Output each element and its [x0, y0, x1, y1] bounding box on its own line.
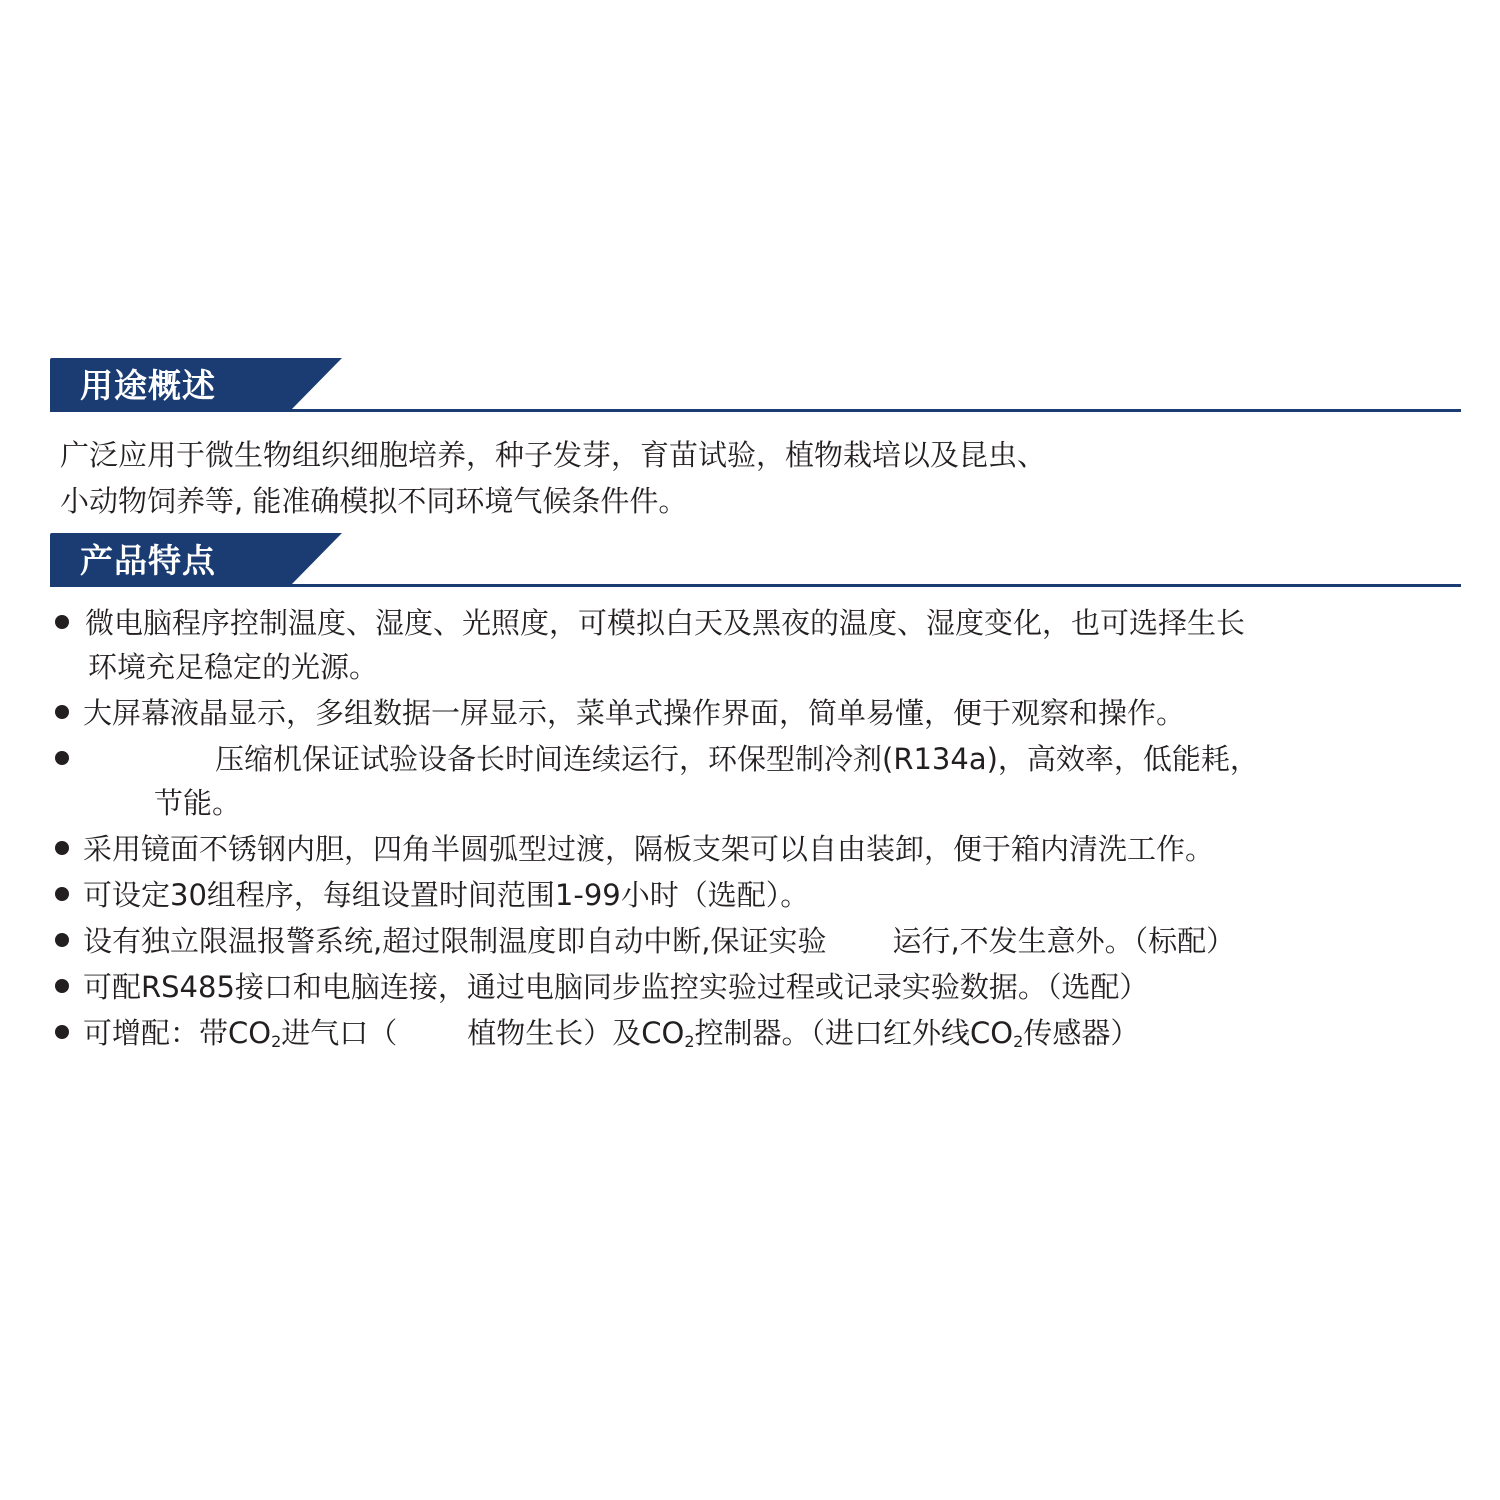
feature-text: 植物生长）及CO — [467, 1016, 685, 1050]
section-rule — [50, 409, 1461, 412]
features-section-header — [50, 533, 1461, 589]
feature-text: 可配RS485接口和电脑连接，通过电脑同步监控实验过程或记录实验数据。（选配） — [83, 970, 1149, 1004]
section-tab-slant — [290, 358, 342, 411]
bullet-icon — [55, 1025, 69, 1039]
feature-item — [55, 601, 1475, 689]
feature-text-row — [55, 737, 1475, 781]
bullet-icon — [55, 979, 69, 993]
bullet-icon — [55, 841, 69, 855]
feature-item — [55, 691, 1475, 735]
feature-text-continued-row — [55, 781, 1475, 825]
feature-item — [55, 1011, 1475, 1055]
feature-text: 大屏幕液晶显示，多组数据一屏显示，菜单式操作界面，简单易懂，便于观察和操作。 — [83, 696, 1186, 730]
features-section-title: 产品特点 — [80, 541, 216, 580]
feature-text-end: 运行,不发生意外。（标配） — [892, 924, 1236, 958]
feature-text-row — [55, 1011, 1475, 1055]
feature-text: 控制器。（进口红外线CO — [694, 1016, 1014, 1050]
feature-item — [55, 965, 1475, 1009]
section-rule — [50, 584, 1461, 587]
feature-text-row — [55, 919, 1475, 963]
bullet-icon — [55, 751, 69, 765]
subscript: 2 — [271, 1032, 282, 1051]
feature-item — [55, 737, 1475, 825]
bullet-icon — [55, 933, 69, 947]
feature-text: 可增配：带CO — [83, 1016, 272, 1050]
feature-text: 微电脑程序控制温度、湿度、光照度，可模拟白天及黑夜的温度、湿度变化，也可选择生长 — [85, 606, 1246, 640]
feature-text: 进气口（ — [281, 1016, 398, 1050]
bullet-icon — [55, 615, 69, 629]
usage-line-2: 小动物饲养等, 能准确模拟不同环境气候条件件。 — [60, 484, 688, 518]
feature-text: 压缩机保证试验设备长时间连续运行，环保型制冷剂(R134a)，高效率，低能耗， — [215, 742, 1259, 776]
bullet-icon — [55, 705, 69, 719]
feature-text: 设有独立限温报警系统,超过限制温度即自动中断,保证实验 — [83, 924, 827, 958]
usage-description — [60, 432, 1460, 524]
feature-text: 可设定30组程序，每组设置时间范围1-99小时（选配）。 — [83, 878, 810, 912]
feature-text: 传感器） — [1023, 1016, 1140, 1050]
feature-text-continued: 环境充足稳定的光源。 — [88, 650, 379, 684]
feature-item — [55, 919, 1475, 963]
usage-section-title: 用途概述 — [80, 366, 216, 405]
subscript: 2 — [684, 1032, 695, 1051]
feature-item — [55, 873, 1475, 917]
feature-text: 采用镜面不锈钢内胆，四角半圆弧型过渡，隔板支架可以自由装卸，便于箱内清洗工作。 — [83, 832, 1215, 866]
bullet-icon — [55, 887, 69, 901]
feature-item — [55, 827, 1475, 871]
features-list — [55, 601, 1475, 1057]
feature-text-continued: 节能。 — [154, 786, 242, 820]
usage-line-1: 广泛应用于微生物组织细胞培养，种子发芽，育苗试验，植物栽培以及昆虫、 — [60, 438, 1047, 472]
usage-section-header — [50, 358, 1461, 414]
section-tab-slant — [290, 533, 342, 586]
subscript: 2 — [1013, 1032, 1024, 1051]
